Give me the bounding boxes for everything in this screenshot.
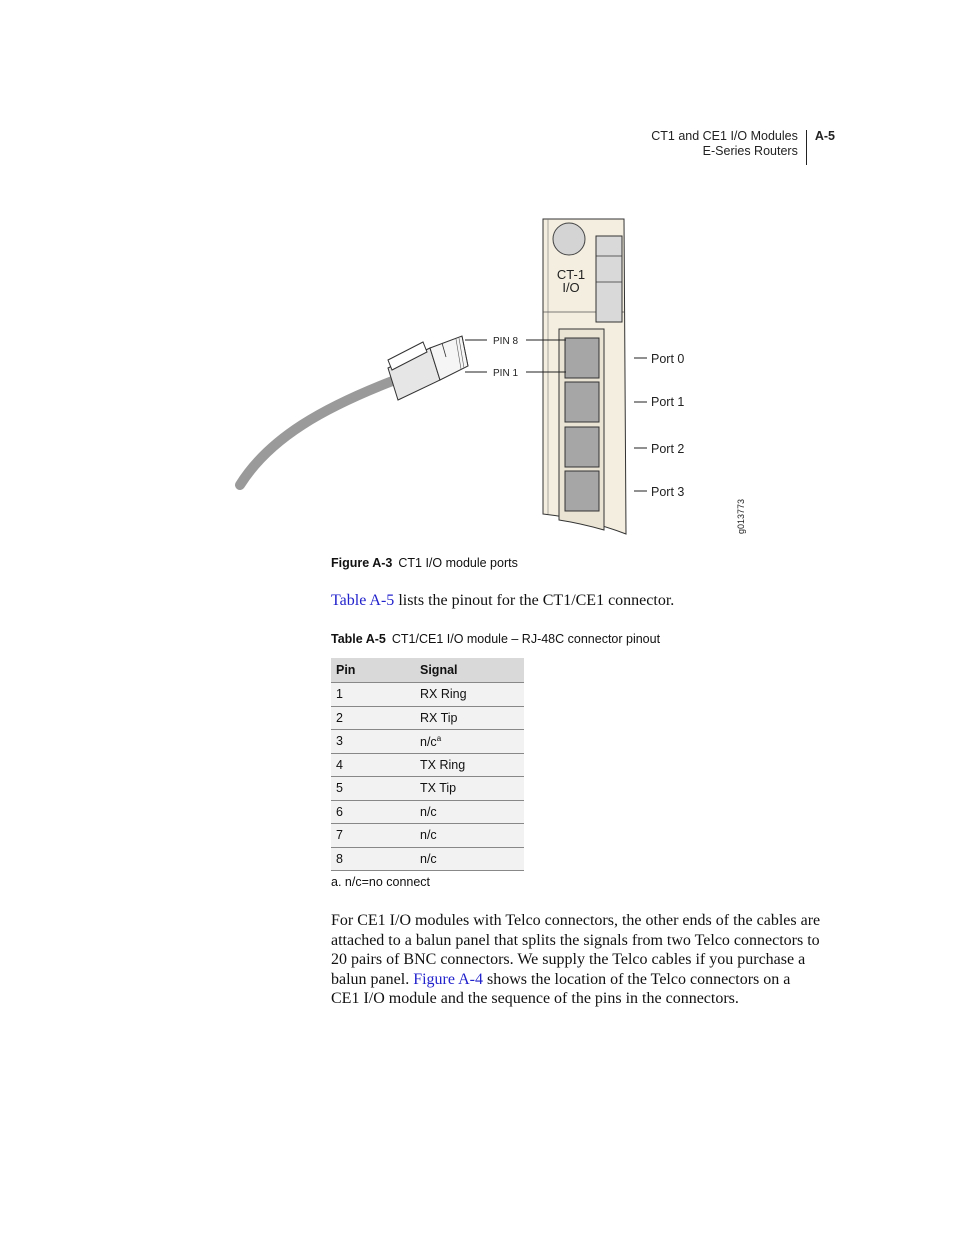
signal-cell: TX Tip	[415, 777, 524, 801]
signal-cell: RX Ring	[415, 683, 524, 707]
pin-cell: 4	[331, 753, 415, 777]
table-row	[331, 777, 524, 801]
table-header-row	[331, 658, 524, 683]
figure-caption	[331, 556, 518, 570]
pin-cell: 7	[331, 824, 415, 848]
signal-cell: n/c	[415, 800, 524, 824]
table-caption-text: CT1/CE1 I/O module – RJ-48C connector pinout	[391, 632, 661, 646]
port-3-jack[interactable]	[565, 471, 599, 511]
pinout-table	[331, 658, 524, 871]
signal-cell: TX Ring	[415, 753, 524, 777]
intro-paragraph	[331, 592, 674, 610]
column-header-pin: Pin	[331, 658, 415, 683]
io-module-panel	[543, 219, 626, 534]
signal-text: n/c	[420, 734, 437, 749]
header-product-title: E-Series Routers	[702, 144, 798, 158]
table-row	[331, 683, 524, 707]
port-2-jack[interactable]	[565, 427, 599, 467]
signal-cell: n/c	[415, 847, 524, 871]
column-header-signal: Signal	[415, 658, 524, 683]
pin-cell: 2	[331, 706, 415, 730]
header-titles	[651, 129, 806, 159]
pin-cell: 5	[331, 777, 415, 801]
port-0-label: Port 0	[651, 352, 685, 366]
signal-cell	[415, 730, 524, 754]
signal-cell: n/c	[415, 824, 524, 848]
body-paragraph	[331, 911, 821, 1009]
port-0-jack[interactable]	[565, 338, 599, 378]
table-row	[331, 706, 524, 730]
pin-cell: 3	[331, 730, 415, 754]
figure-caption-label: Figure A-3	[331, 556, 393, 570]
table-caption	[331, 632, 660, 646]
port-3-label: Port 3	[651, 485, 685, 499]
figure-id: g013773	[736, 498, 746, 534]
table-row	[331, 730, 524, 754]
module-label-line1: CT-1	[556, 267, 586, 282]
page-number: A-5	[814, 129, 835, 143]
pin-cell: 8	[331, 847, 415, 871]
table-row	[331, 800, 524, 824]
body-text-part1: For CE1 I/O modules with Telco connectors, the other ends of the cables are attached to a balun panel that splits the signals from two Telco connectors to 20 pairs of BNC connectors. We supply the Telco cables if you purchase a balun panel.	[331, 912, 821, 988]
figure-link[interactable]: Figure A-4	[413, 970, 483, 988]
cable	[240, 380, 395, 485]
table-link[interactable]: Table A-5	[331, 592, 395, 609]
table-row	[331, 753, 524, 777]
page-header	[651, 129, 835, 165]
body-text-part2: shows the location of the Telco connectors on a CE1 I/O module and the sequence of the pins in the connectors.	[331, 970, 791, 1008]
module-label-line2: I/O	[562, 280, 580, 295]
pin1-label: PIN 1	[493, 368, 519, 379]
table-row	[331, 824, 524, 848]
ct1-module-figure	[230, 212, 760, 542]
port-1-jack[interactable]	[565, 382, 599, 422]
led-indicator	[553, 223, 585, 255]
table-footnote: a. n/c=no connect	[331, 875, 431, 889]
pin-cell: 1	[331, 683, 415, 707]
ejector-latch[interactable]	[596, 236, 622, 322]
header-chapter-title: CT1 and CE1 I/O Modules	[651, 129, 798, 143]
intro-text: lists the pinout for the CT1/CE1 connector.	[394, 592, 675, 609]
signal-cell: RX Tip	[415, 706, 524, 730]
port-2-label: Port 2	[651, 442, 685, 456]
rj48-plug	[388, 336, 468, 400]
table-row	[331, 847, 524, 871]
figure-caption-text: CT1 I/O module ports	[398, 556, 518, 570]
port-1-label: Port 1	[651, 395, 685, 409]
footnote-marker[interactable]: a	[436, 733, 442, 743]
pin-cell: 6	[331, 800, 415, 824]
pin8-label: PIN 8	[493, 336, 519, 347]
table-caption-label: Table A-5	[331, 632, 386, 646]
